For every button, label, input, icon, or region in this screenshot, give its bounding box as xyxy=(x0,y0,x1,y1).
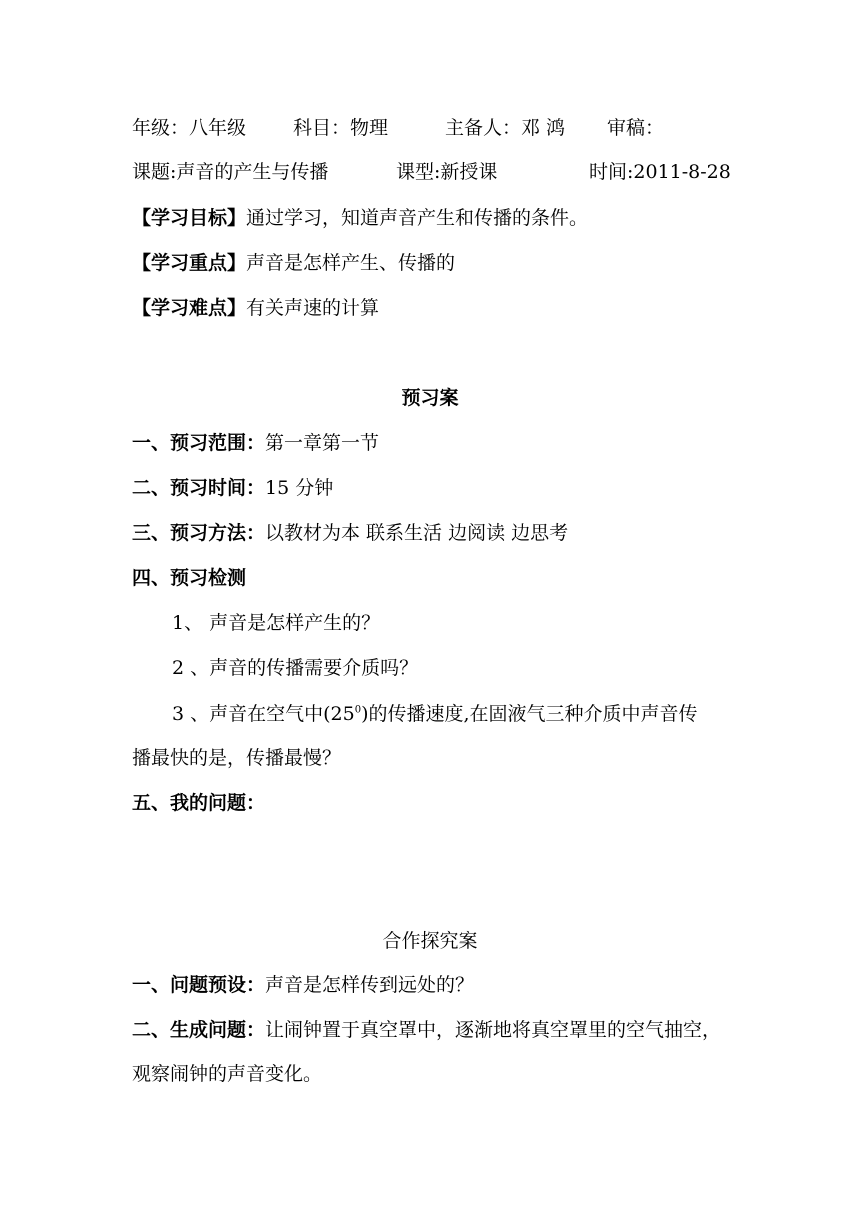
goal-line xyxy=(132,205,588,231)
preview-title: 预习案 xyxy=(401,387,459,409)
focus-line xyxy=(132,250,455,276)
preview-scope-text: 第一章第一节 xyxy=(265,432,380,454)
my-question-label: 五、我的问题： xyxy=(132,792,266,814)
header-grade: 年级：八年级 xyxy=(132,117,247,139)
preview-method xyxy=(132,520,568,546)
goal-tag: 【学习目标】 xyxy=(132,207,247,229)
question-2: 2 、声音的传播需要介质吗？ xyxy=(172,657,419,679)
header-time: 时间:2011-8-28 xyxy=(589,161,731,183)
question-1: 1、 声音是怎样产生的？ xyxy=(172,612,381,634)
header-lesson-type: 课型:新授课 xyxy=(396,161,498,183)
explore-preset-text: 声音是怎样传到远处的？ xyxy=(265,974,475,996)
degree-superscript: 0 xyxy=(354,704,362,716)
focus-text: 声音是怎样产生、传播的 xyxy=(246,252,456,274)
explore-preset xyxy=(132,972,474,998)
explore-preset-label: 一、问题预设： xyxy=(132,974,266,996)
header-subject: 科目：物理 xyxy=(293,117,389,139)
difficulty-text: 有关声速的计算 xyxy=(246,297,380,319)
preview-check-label: 四、预习检测 xyxy=(132,567,247,589)
preview-method-label: 三、预习方法： xyxy=(132,522,266,544)
difficulty-tag: 【学习难点】 xyxy=(132,297,247,319)
preview-scope-label: 一、预习范围： xyxy=(132,432,266,454)
difficulty-line xyxy=(132,295,379,321)
explore-generated-continuation: 观察闹钟的声音变化。 xyxy=(132,1063,323,1085)
explore-generated-label: 二、生成问题： xyxy=(132,1019,266,1041)
goal-text: 通过学习，知道声音产生和传播的条件。 xyxy=(246,207,589,229)
preview-time-text: 15 分钟 xyxy=(265,477,334,499)
header-preparer: 主备人：邓 鸿 xyxy=(445,117,566,139)
explore-generated xyxy=(132,1017,721,1043)
question-3 xyxy=(172,701,698,727)
explore-title: 合作探究案 xyxy=(382,930,478,952)
question-3-continuation: 播最快的是，传播最慢？ xyxy=(132,747,342,769)
question-3-part-b: )的传播速度,在固液气三种介质中声音传 xyxy=(361,703,698,725)
preview-time xyxy=(132,475,333,501)
header-topic: 课题:声音的产生与传播 xyxy=(132,161,329,183)
header-reviewer: 审稿： xyxy=(607,117,665,139)
preview-scope xyxy=(132,430,379,456)
question-3-part-a: 3 、声音在空气中(25 xyxy=(172,703,355,725)
preview-time-label: 二、预习时间： xyxy=(132,477,266,499)
focus-tag: 【学习重点】 xyxy=(132,252,247,274)
preview-method-text: 以教材为本 联系生活 边阅读 边思考 xyxy=(265,522,569,544)
explore-generated-text: 让闹钟置于真空罩中，逐渐地将真空罩里的空气抽空， xyxy=(265,1019,722,1041)
